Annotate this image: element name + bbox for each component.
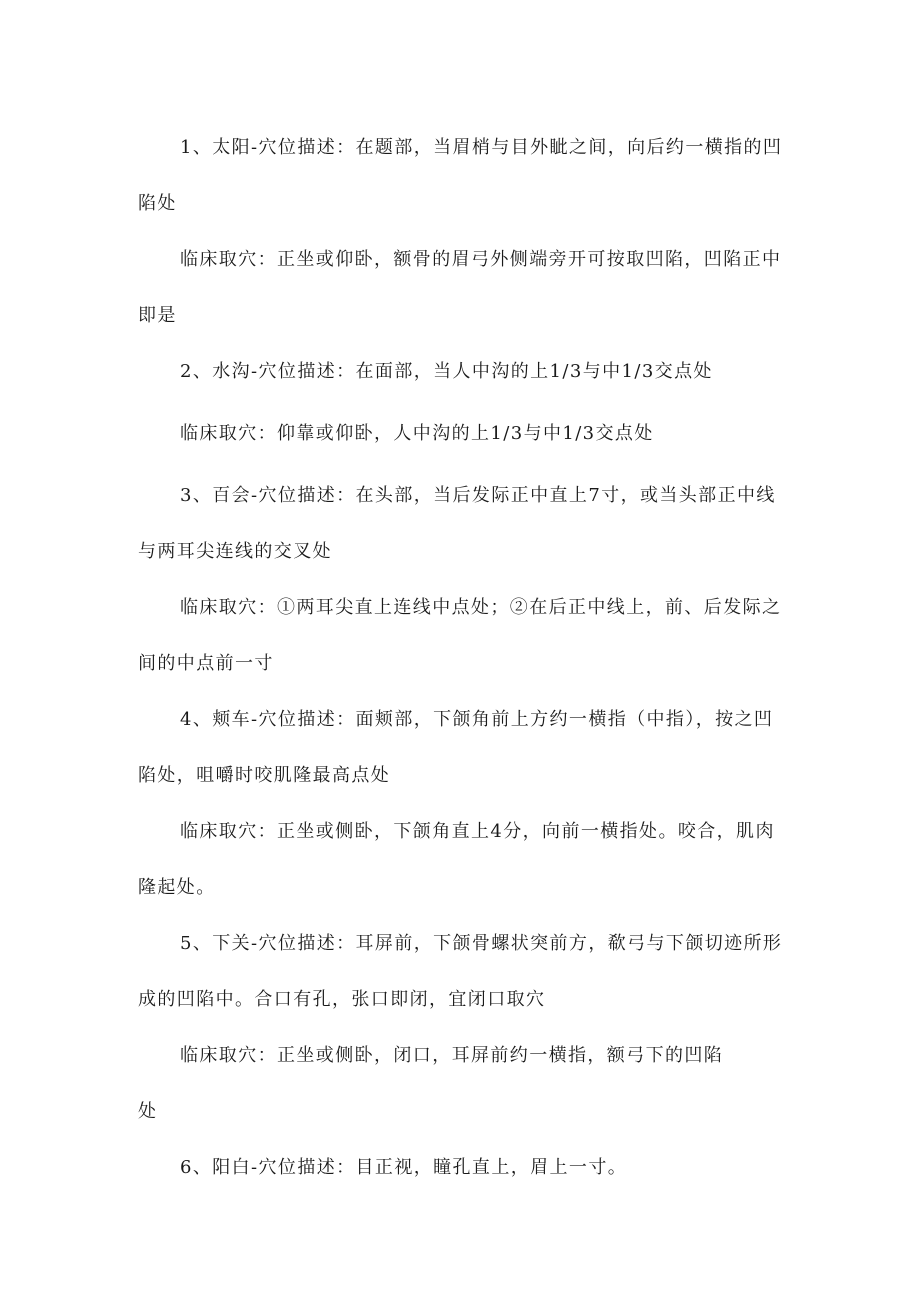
paragraph-jiache-location: 临床取穴：正坐或侧卧，下颌角直上4分，向前一横指处。咬合，肌肉隆起处。 <box>138 821 775 898</box>
paragraph-shuigou-description: 2、水沟-穴位描述：在面部，当人中沟的上1/3与中1/3交点处 <box>180 361 713 382</box>
paragraph-xiaguan-location: 临床取穴：正坐或侧卧，闭口，耳屏前约一横指，额弓下的凹陷处 <box>138 1045 724 1122</box>
paragraph-baihui-location: 临床取穴：①两耳尖直上连线中点处；②在后正中线上，前、后发际之间的中点前一寸 <box>138 597 782 674</box>
paragraph-taiyang-description: 1、太阳-穴位描述：在题部，当眉梢与目外眦之间，向后约一横指的凹陷处 <box>138 137 783 214</box>
paragraph-taiyang-location: 临床取穴：正坐或仰卧，额骨的眉弓外侧端旁开可按取凹陷，凹陷正中即是 <box>138 249 782 326</box>
paragraph-xiaguan-description: 5、下关-穴位描述：耳屏前，下颌骨螺状突前方，欷弓与下颌切迹所形成的凹陷中。合口有孔，张口即闭，宜闭口取穴 <box>138 933 783 1010</box>
paragraph-baihui-description: 3、百会-穴位描述：在头部，当后发际正中直上7寸，或当头部正中线与两耳尖连线的交叉处 <box>138 485 776 562</box>
paragraph-shuigou-location: 临床取穴：仰靠或仰卧，人中沟的上1/3与中1/3交点处 <box>180 423 654 444</box>
paragraph-jiache-description: 4、颊车-穴位描述：面颊部，下颌角前上方约一横指（中指），按之凹陷处，咀嚼时咬肌隆最高点处 <box>138 709 774 786</box>
paragraph-yangbai-description: 6、阳白-穴位描述：目正视，瞳孔直上，眉上一寸。 <box>180 1157 628 1178</box>
